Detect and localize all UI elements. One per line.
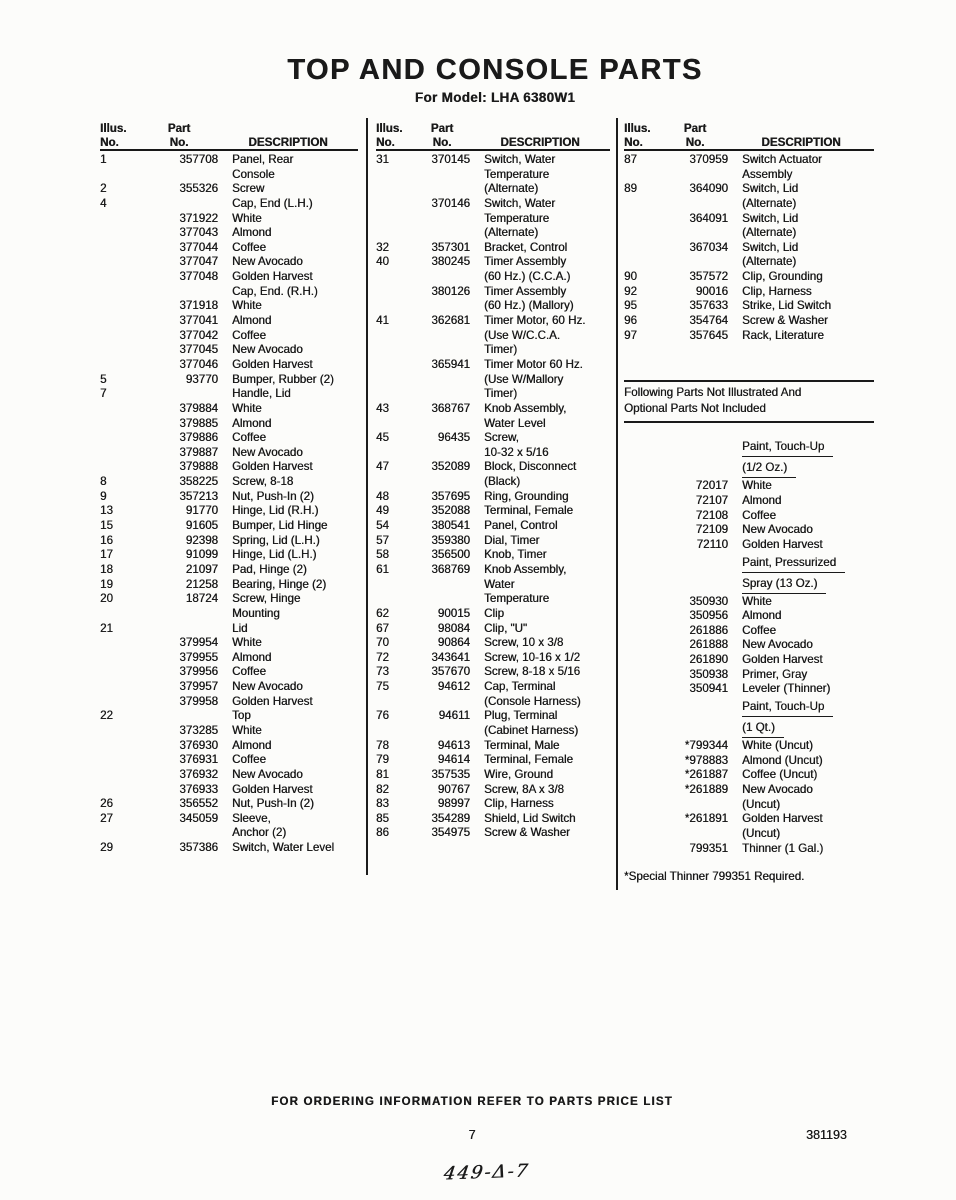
optional-part-row: (Uncut) xyxy=(742,826,781,840)
column-header xyxy=(376,118,610,151)
table-row: (Console Harness) xyxy=(484,694,581,708)
table-row: Timer) xyxy=(484,387,518,401)
part-no-header: Part No. xyxy=(167,122,191,149)
illus-no-header: Illus. No. xyxy=(100,122,127,149)
table-row: 90 357572 Clip, Grounding xyxy=(624,270,823,284)
illus-no-header: Illus. No. xyxy=(624,122,651,149)
table-row: 20 18724 Screw, Hinge xyxy=(100,592,301,606)
table-row: 2 355326 Screw xyxy=(100,182,265,196)
table-row: 82 90767 Screw, 8A x 3/8 xyxy=(376,782,564,796)
table-row: 47 352089 Block, Disconnect xyxy=(376,460,577,474)
table-row: 7 Handle, Lid xyxy=(100,387,291,401)
table-row: 10-32 x 5/16 xyxy=(484,445,549,459)
table-row: 17 91099 Hinge, Lid (L.H.) xyxy=(100,548,317,562)
table-row: 78 94613 Terminal, Male xyxy=(376,738,560,752)
table-row: 380126 Timer Assembly xyxy=(431,284,567,298)
table-row: Anchor (2) xyxy=(232,826,287,840)
table-row: 377047 New Avocado xyxy=(179,255,303,269)
heading-line: Following Parts Not Illustrated And xyxy=(624,386,802,400)
table-row: 97 357645 Rack, Literature xyxy=(624,328,824,342)
table-row: 27 345059 Sleeve, xyxy=(100,811,271,825)
table-row: 54 380541 Panel, Control xyxy=(376,519,558,533)
table-row: 76 94611 Plug, Terminal xyxy=(376,709,558,723)
table-row: (Alternate) xyxy=(484,226,539,240)
table-row: (Black) xyxy=(484,475,521,489)
model-subtitle: For Model: LHA 6380W1 xyxy=(414,90,576,105)
column-divider xyxy=(616,118,618,890)
table-row: 41 362681 Timer Motor, 60 Hz. xyxy=(376,314,586,328)
table-row: 377045 New Avocado xyxy=(179,343,303,357)
heading-line: Optional Parts Not Included xyxy=(624,401,766,415)
not-illustrated-section xyxy=(624,380,874,883)
table-row: 379954 White xyxy=(179,636,262,650)
table-row: 5 93770 Bumper, Rubber (2) xyxy=(100,372,334,386)
optional-part-row: *799344 White (Uncut) xyxy=(684,739,813,753)
optional-part-row: 261890 Golden Harvest xyxy=(689,653,823,667)
table-row: 377044 Coffee xyxy=(179,240,266,254)
table-row: 377042 Coffee xyxy=(179,328,266,342)
table-row: 376930 Almond xyxy=(179,738,272,752)
table-row: Assembly xyxy=(742,167,793,181)
table-row: 1 357708 Panel, Rear xyxy=(100,153,294,166)
optional-part-row: *261887 Coffee (Uncut) xyxy=(684,768,818,782)
table-row: 379955 Almond xyxy=(179,650,272,664)
section-heading-row: Paint, Pressurized xyxy=(624,556,874,574)
table-row: 83 98997 Clip, Harness xyxy=(376,797,554,811)
page-number: 7 xyxy=(468,1128,476,1142)
optional-part-row: 350930 White xyxy=(689,594,772,608)
table-row: (Cabinet Harness) xyxy=(484,723,579,737)
table-row: 377041 Almond xyxy=(179,314,272,328)
table-row: 365941 Timer Motor 60 Hz. xyxy=(431,357,583,371)
table-row: 371922 White xyxy=(179,211,262,225)
table-row: 379956 Coffee xyxy=(179,665,266,679)
table-row: 40 380245 Timer Assembly xyxy=(376,255,567,269)
table-row: 4 Cap, End (L.H.) xyxy=(100,196,313,210)
table-row: (Alternate) xyxy=(742,226,797,240)
optional-part-row: 350956 Almond xyxy=(689,609,782,623)
optional-part-row: 261886 Coffee xyxy=(689,623,776,637)
table-row: Temperature xyxy=(484,211,550,225)
table-row: 379884 White xyxy=(179,401,262,415)
handwritten-mark: 449-Δ-7 xyxy=(442,1160,531,1185)
optional-part-row: 72109 New Avocado xyxy=(695,523,813,537)
table-row: 26 356552 Nut, Push-In (2) xyxy=(100,797,314,811)
parts-rows xyxy=(376,153,610,841)
part-no-header: Part No. xyxy=(430,122,454,149)
section-heading-row: Paint, Touch-Up xyxy=(624,440,874,458)
table-row: 43 368767 Knob Assembly, xyxy=(376,401,567,415)
table-row: 70 90864 Screw, 10 x 3/8 xyxy=(376,636,564,650)
optional-parts-rows xyxy=(624,440,874,856)
table-row: 95 357633 Strike, Lid Switch xyxy=(624,299,831,313)
table-row: Mounting xyxy=(232,606,280,620)
description-header: DESCRIPTION xyxy=(500,135,580,149)
optional-part-row: *261889 New Avocado xyxy=(684,782,813,796)
table-row: (60 Hz.) (Mallory) xyxy=(484,299,574,313)
thinner-footnote: *Special Thinner 799351 Required. xyxy=(624,870,805,884)
table-row: 48 357695 Ring, Grounding xyxy=(376,489,569,503)
table-row: 15 91605 Bumper, Lid Hinge xyxy=(100,519,328,533)
table-row: (Alternate) xyxy=(742,196,797,210)
parts-column-2 xyxy=(376,118,610,841)
table-row: 62 90015 Clip xyxy=(376,606,504,620)
table-row: Water Level xyxy=(484,416,546,430)
optional-part-row: 72107 Almond xyxy=(695,493,782,507)
optional-part-row: 72108 Coffee xyxy=(695,508,776,522)
table-row: 8 358225 Screw, 8-18 xyxy=(100,475,294,489)
table-row: 379958 Golden Harvest xyxy=(179,694,313,708)
table-row: 81 357535 Wire, Ground xyxy=(376,767,553,781)
section-heading-row: Spray (13 Oz.) xyxy=(624,577,874,595)
optional-part-row: 72017 White xyxy=(695,479,772,493)
table-row: 85 354289 Shield, Lid Switch xyxy=(376,811,576,825)
table-row: 13 91770 Hinge, Lid (R.H.) xyxy=(100,504,319,518)
table-row: 96 354764 Screw & Washer xyxy=(624,314,828,328)
table-row: 75 94612 Cap, Terminal xyxy=(376,680,556,694)
table-row: 73 357670 Screw, 8-18 x 5/16 xyxy=(376,665,581,679)
table-row: Console xyxy=(232,167,275,181)
optional-part-row: (Uncut) xyxy=(742,797,781,811)
table-row: (Alternate) xyxy=(484,182,539,196)
table-row: (Use W/Mallory xyxy=(484,372,564,386)
optional-part-row: 799351 Thinner (1 Gal.) xyxy=(689,841,824,855)
table-row: Timer) xyxy=(484,343,518,357)
table-row: 376933 Golden Harvest xyxy=(179,782,313,796)
document-number: 381193 xyxy=(806,1128,847,1142)
parts-rows xyxy=(624,153,874,343)
table-row: 379887 New Avocado xyxy=(179,445,303,459)
table-row: 18 21097 Pad, Hinge (2) xyxy=(100,562,307,576)
table-row: 376931 Coffee xyxy=(179,753,266,767)
table-row: 58 356500 Knob, Timer xyxy=(376,548,547,562)
table-row: (60 Hz.) (C.C.A.) xyxy=(484,270,571,284)
table-row: 379885 Almond xyxy=(179,416,272,430)
table-row: 19 21258 Bearing, Hinge (2) xyxy=(100,577,327,591)
table-row: 373285 White xyxy=(179,723,262,737)
table-row: 22 Top xyxy=(100,709,251,723)
optional-part-row: 72110 Golden Harvest xyxy=(696,537,823,551)
page-title: TOP AND CONSOLE PARTS xyxy=(287,54,703,86)
table-row: 57 359380 Dial, Timer xyxy=(376,533,540,547)
table-row: 379888 Golden Harvest xyxy=(179,460,313,474)
table-row: 31 370145 Switch, Water xyxy=(376,153,556,166)
table-row: 86 354975 Screw & Washer xyxy=(376,826,570,840)
table-row: 370146 Switch, Water xyxy=(431,196,556,210)
table-row: 72 343641 Screw, 10-16 x 1/2 xyxy=(376,650,581,664)
description-header: DESCRIPTION xyxy=(761,135,841,149)
optional-part-row: *261891 Golden Harvest xyxy=(684,812,823,826)
section-heading-row: Paint, Touch-Up xyxy=(624,700,874,718)
illus-no-header: Illus. No. xyxy=(376,122,403,149)
table-row: 371918 White xyxy=(179,299,262,313)
table-row: 89 364090 Switch, Lid xyxy=(624,182,799,196)
parts-rows xyxy=(100,153,358,856)
section-heading-row: (1/2 Oz.) xyxy=(624,461,874,479)
column-header xyxy=(624,118,874,151)
parts-column-3 xyxy=(624,118,874,883)
table-row: 67 98084 Clip, "U" xyxy=(376,621,528,635)
table-row: Temperature xyxy=(484,592,550,606)
table-row: 79 94614 Terminal, Female xyxy=(376,753,573,767)
table-row: 377048 Golden Harvest xyxy=(179,270,313,284)
table-row: 364091 Switch, Lid xyxy=(689,211,799,225)
table-row: Water xyxy=(484,577,515,591)
section-heading-row: (1 Qt.) xyxy=(624,721,874,739)
table-row: 367034 Switch, Lid xyxy=(689,240,799,254)
table-row: 87 370959 Switch Actuator xyxy=(624,153,822,166)
table-row: 49 352088 Terminal, Female xyxy=(376,504,573,518)
table-row: 32 357301 Bracket, Control xyxy=(376,240,568,254)
table-row: (Use W/C.C.A. xyxy=(484,328,561,342)
table-row: 21 Lid xyxy=(100,621,248,635)
table-row: 9 357213 Nut, Push-In (2) xyxy=(100,489,314,503)
table-row: 377046 Golden Harvest xyxy=(179,357,313,371)
table-row: 377043 Almond xyxy=(179,226,272,240)
column-header xyxy=(100,118,358,151)
table-row: 379886 Coffee xyxy=(179,431,266,445)
table-row: Temperature xyxy=(484,167,550,181)
not-illustrated-heading xyxy=(624,380,874,423)
column-divider xyxy=(366,118,368,875)
optional-part-row: 350941 Leveler (Thinner) xyxy=(689,682,831,696)
description-header: DESCRIPTION xyxy=(248,135,328,149)
parts-column-1 xyxy=(100,118,358,856)
part-no-header: Part No. xyxy=(683,122,707,149)
optional-part-row: 261888 New Avocado xyxy=(689,638,813,652)
table-row: 92 90016 Clip, Harness xyxy=(624,284,812,298)
table-row: 45 96435 Screw, xyxy=(376,431,519,445)
table-row: 61 368769 Knob Assembly, xyxy=(376,562,567,576)
table-row: Cap, End. (R.H.) xyxy=(232,284,318,298)
optional-part-row: *978883 Almond (Uncut) xyxy=(684,753,823,767)
optional-part-row: 350938 Primer, Gray xyxy=(689,667,808,681)
table-row: (Alternate) xyxy=(742,255,797,269)
table-row: 379957 New Avocado xyxy=(179,680,303,694)
page-header xyxy=(0,54,956,105)
table-row: 376932 New Avocado xyxy=(179,767,303,781)
ordering-note: FOR ORDERING INFORMATION REFER TO PARTS PRICE LIST xyxy=(271,1096,673,1108)
table-row: 29 357386 Switch, Water Level xyxy=(100,841,335,855)
table-row: 16 92398 Spring, Lid (L.H.) xyxy=(100,533,320,547)
